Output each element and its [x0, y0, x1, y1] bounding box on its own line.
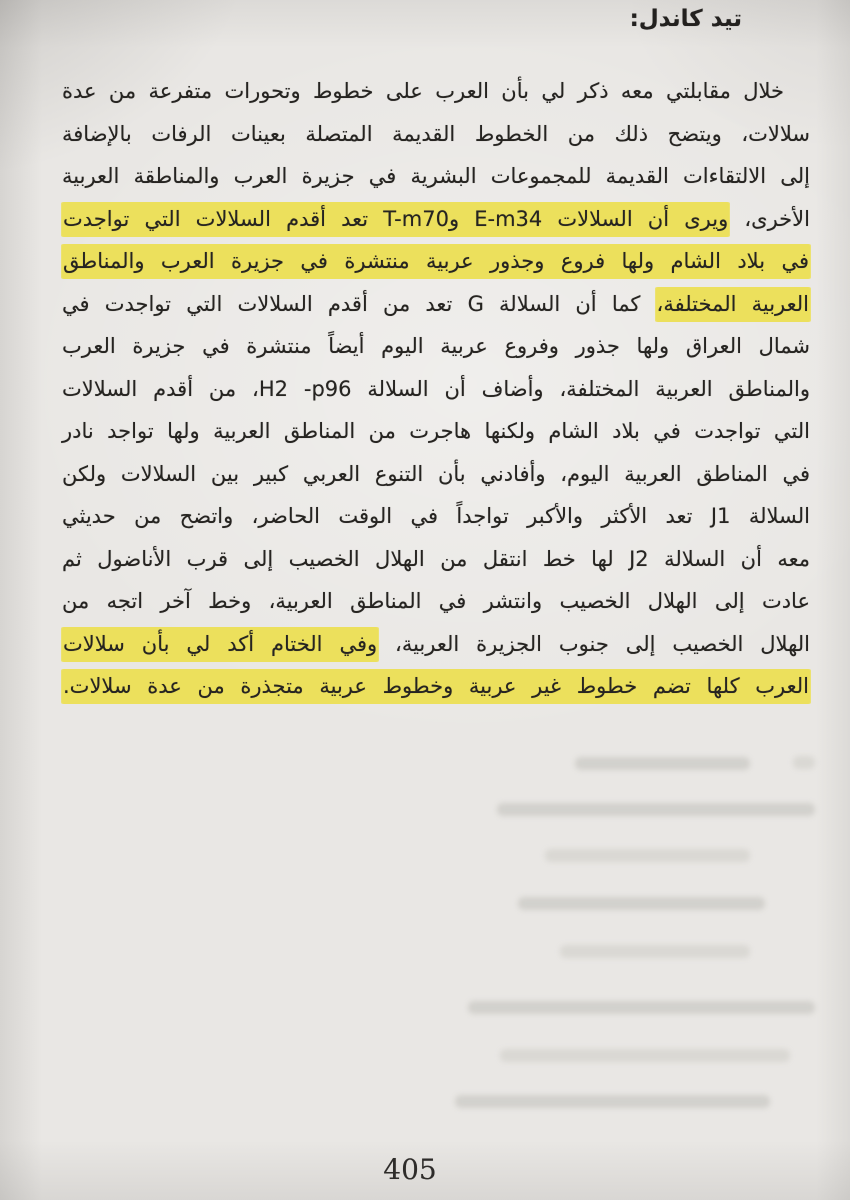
ghost-line — [518, 897, 765, 910]
text-line — [62, 453, 810, 496]
plain-text: التي تواجدت في بلاد الشام ولكنها هاجرت من المناطق العربية ولها تواجد نادر — [62, 419, 810, 443]
text-line — [62, 70, 810, 113]
plain-text: خلال مقابلتي معه ذكر لي بأن العرب على خطوط وتحورات متفرعة من عدة — [62, 79, 784, 103]
ghost-line — [455, 1095, 770, 1108]
highlighted-text: وفي الختام أكد لي بأن سلالات — [62, 627, 378, 662]
page-number: 405 — [383, 1153, 437, 1186]
text-line — [62, 538, 810, 581]
text-line — [62, 325, 810, 368]
text-line — [62, 155, 810, 198]
plain-text: السلالة J1 تعد الأكثر والأكبر تواجداً في الوقت الحاضر، واتضح من حديثي — [62, 504, 810, 528]
body-paragraph — [62, 70, 810, 708]
text-line — [62, 410, 810, 453]
highlighted-text: العرب كلها تضم خطوط غير عربية وخطوط عربية متجذرة من عدة سلالات. — [62, 669, 810, 704]
plain-text: شمال العراق ولها جذور وفروع عربية اليوم أيضاً منتشرة في جزيرة العرب — [62, 334, 810, 358]
plain-text: في المناطق العربية اليوم، وأفادني بأن التنوع العربي كبير بين السلالات ولكن — [62, 461, 810, 486]
text-line — [62, 665, 810, 708]
text-line — [62, 283, 810, 326]
text-line — [62, 198, 810, 241]
ghost-line — [500, 1049, 790, 1062]
plain-text: الهلال الخصيب إلى جنوب الجزيرة العربية، — [378, 631, 810, 656]
ghost-line — [468, 1001, 815, 1014]
plain-text: معه أن السلالة J2 لها خط انتقل من الهلال الخصيب إلى قرب الأناضول ثم — [62, 546, 810, 571]
plain-text: الأخرى، — [729, 206, 810, 231]
section-header: تيد كاندل: — [629, 6, 742, 32]
ghost-line — [575, 757, 750, 770]
ghost-line — [545, 849, 750, 862]
text-line — [62, 240, 810, 283]
text-line — [62, 495, 810, 538]
highlighted-text: في بلاد الشام ولها فروع وجذور عربية منتشرة في جزيرة العرب والمناطق — [62, 244, 810, 279]
ghost-line — [560, 945, 750, 958]
ghost-line — [497, 803, 815, 816]
plain-text: إلى الالتقاءات القديمة للمجموعات البشرية في جزيرة العرب والمناطقة العربية — [62, 164, 810, 188]
text-line — [62, 623, 810, 666]
plain-text: كما أن السلالة G تعد من أقدم السلالات التي تواجدت في — [62, 291, 656, 316]
highlighted-text: ويرى أن السلالات E-m34 وT-m70 تعد أقدم السلالات التي تواجدت — [62, 202, 729, 237]
highlighted-text: العربية المختلفة، — [656, 287, 810, 322]
text-line — [62, 580, 810, 623]
plain-text: سلالات، ويتضح ذلك من الخطوط القديمة المتصلة بعينات الرفات بالإضافة — [62, 121, 810, 146]
plain-text: عادت إلى الهلال الخصيب وانتشر في المناطق العربية، وخط آخر اتجه من — [62, 589, 810, 613]
ghost-line — [793, 756, 815, 769]
text-line — [62, 113, 810, 156]
plain-text: والمناطق العربية المختلفة، وأضاف أن السلالة H2 -p96، من أقدم السلالات — [62, 376, 810, 401]
text-line — [62, 368, 810, 411]
